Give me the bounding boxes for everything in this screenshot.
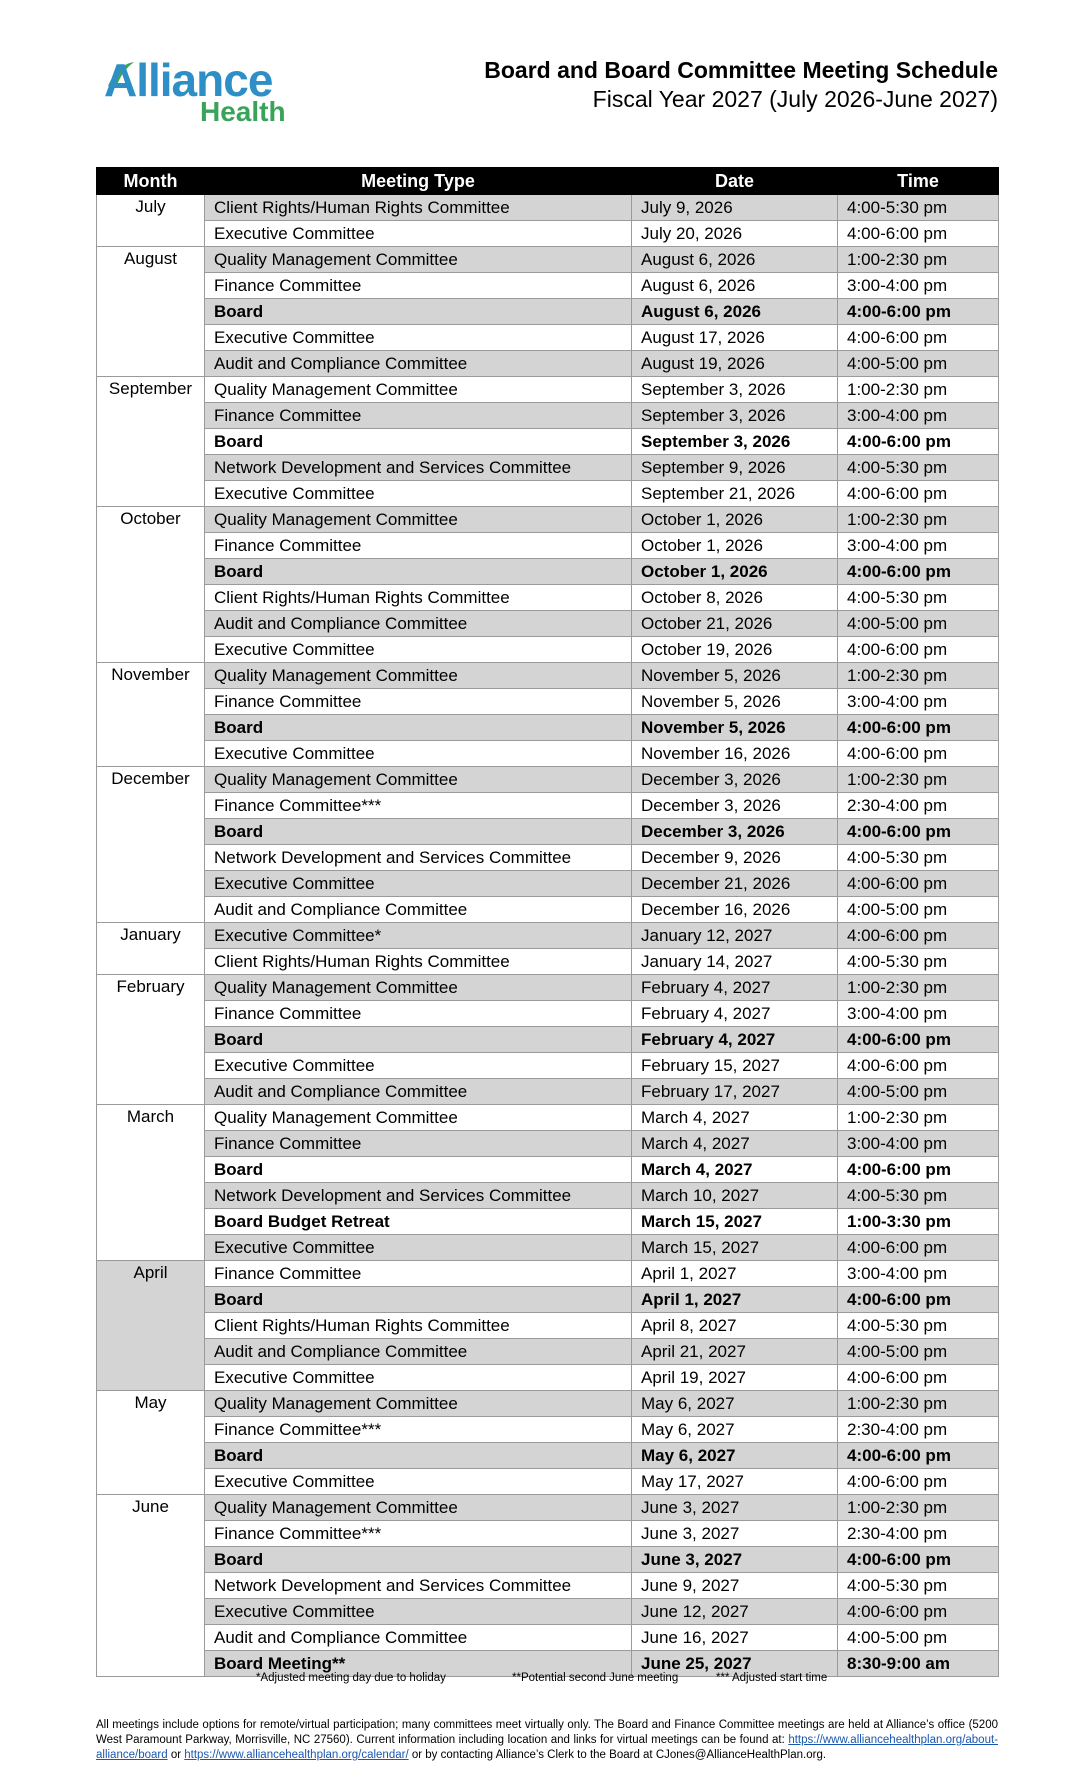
time-cell: 4:00-5:30 pm (838, 1573, 999, 1599)
time-cell: 1:00-2:30 pm (838, 767, 999, 793)
time-cell: 1:00-3:30 pm (838, 1209, 999, 1235)
date-cell: June 3, 2027 (632, 1547, 838, 1573)
meeting-type-cell: Audit and Compliance Committee (205, 1079, 632, 1105)
table-row (97, 923, 999, 949)
meeting-type-cell: Client Rights/Human Rights Committee (205, 585, 632, 611)
table-row (97, 1547, 999, 1573)
meeting-type-cell: Finance Committee (205, 1001, 632, 1027)
date-cell: February 4, 2027 (632, 1001, 838, 1027)
date-cell: April 19, 2027 (632, 1365, 838, 1391)
time-cell: 1:00-2:30 pm (838, 247, 999, 273)
footer-text-2: or by contacting Alliance’s Clerk to the Board at CJones@AllianceHealthPlan.org. (411, 1749, 827, 1761)
time-cell: 4:00-6:00 pm (838, 1287, 999, 1313)
meeting-type-cell: Executive Committee (205, 1469, 632, 1495)
date-cell: December 9, 2026 (632, 845, 838, 871)
date-cell: July 20, 2026 (632, 221, 838, 247)
table-row (97, 637, 999, 663)
meeting-type-cell: Board Meeting** (205, 1651, 632, 1677)
table-row (97, 949, 999, 975)
table-row (97, 845, 999, 871)
time-cell: 4:00-5:30 pm (838, 845, 999, 871)
meeting-type-cell: Client Rights/Human Rights Committee (205, 949, 632, 975)
time-cell: 4:00-6:00 pm (838, 1235, 999, 1261)
logo-main-text: Alliance (104, 54, 273, 106)
date-cell: August 19, 2026 (632, 351, 838, 377)
table-row (97, 611, 999, 637)
meeting-type-cell: Finance Committee (205, 1131, 632, 1157)
time-cell: 4:00-6:00 pm (838, 1469, 999, 1495)
date-cell: December 3, 2026 (632, 819, 838, 845)
time-cell: 4:00-5:30 pm (838, 1183, 999, 1209)
meeting-type-cell: Board (205, 819, 632, 845)
meeting-type-cell: Executive Committee (205, 871, 632, 897)
table-row (97, 299, 999, 325)
table-row (97, 1417, 999, 1443)
time-cell: 4:00-5:00 pm (838, 611, 999, 637)
date-cell: October 1, 2026 (632, 559, 838, 585)
date-cell: September 3, 2026 (632, 377, 838, 403)
date-cell: October 21, 2026 (632, 611, 838, 637)
meeting-type-cell: Audit and Compliance Committee (205, 897, 632, 923)
meeting-schedule-table (96, 167, 999, 1677)
table-row (97, 1443, 999, 1469)
logo-sub-text: Health (200, 96, 286, 127)
date-cell: January 14, 2027 (632, 949, 838, 975)
date-cell: May 6, 2027 (632, 1443, 838, 1469)
table-row (97, 247, 999, 273)
table-row (97, 1365, 999, 1391)
table-row (97, 1573, 999, 1599)
time-cell: 3:00-4:00 pm (838, 403, 999, 429)
meeting-type-cell: Audit and Compliance Committee (205, 1625, 632, 1651)
document-title: Board and Board Committee Meeting Schedule (484, 57, 998, 83)
time-cell: 4:00-6:00 pm (838, 637, 999, 663)
meeting-type-cell: Board (205, 429, 632, 455)
table-row (97, 481, 999, 507)
month-cell: June (97, 1495, 205, 1677)
meeting-type-cell: Board (205, 1027, 632, 1053)
date-cell: March 4, 2027 (632, 1131, 838, 1157)
meeting-type-cell: Network Development and Services Committee (205, 455, 632, 481)
date-cell: October 1, 2026 (632, 507, 838, 533)
time-cell: 4:00-6:00 pm (838, 1157, 999, 1183)
meeting-type-cell: Quality Management Committee (205, 247, 632, 273)
time-cell: 1:00-2:30 pm (838, 507, 999, 533)
time-cell: 4:00-6:00 pm (838, 481, 999, 507)
time-cell: 4:00-5:30 pm (838, 195, 999, 221)
table-row (97, 689, 999, 715)
meeting-type-cell: Finance Committee*** (205, 1417, 632, 1443)
time-cell: 3:00-4:00 pm (838, 1131, 999, 1157)
time-cell: 1:00-2:30 pm (838, 1495, 999, 1521)
table-row (97, 1105, 999, 1131)
time-cell: 4:00-5:30 pm (838, 585, 999, 611)
date-cell: May 17, 2027 (632, 1469, 838, 1495)
meeting-type-cell: Board (205, 715, 632, 741)
meeting-type-cell: Board (205, 559, 632, 585)
meeting-type-cell: Client Rights/Human Rights Committee (205, 195, 632, 221)
time-cell: 4:00-5:00 pm (838, 1079, 999, 1105)
table-row (97, 1261, 999, 1287)
alliance-health-logo (104, 54, 304, 134)
meeting-type-cell: Executive Committee (205, 1365, 632, 1391)
date-cell: April 21, 2027 (632, 1339, 838, 1365)
time-cell: 4:00-6:00 pm (838, 871, 999, 897)
footer-or: or (170, 1749, 182, 1761)
meeting-type-cell: Finance Committee (205, 273, 632, 299)
column-header-meeting-type: Meeting Type (205, 168, 632, 195)
table-row (97, 1027, 999, 1053)
footer-note (96, 1718, 998, 1763)
table-row (97, 975, 999, 1001)
time-cell: 4:00-5:00 pm (838, 897, 999, 923)
date-cell: May 6, 2027 (632, 1417, 838, 1443)
calendar-link[interactable]: https://www.alliancehealthplan.org/calendar/ (184, 1749, 409, 1761)
time-cell: 4:00-5:00 pm (838, 1339, 999, 1365)
date-cell: September 21, 2026 (632, 481, 838, 507)
time-cell: 4:00-6:00 pm (838, 559, 999, 585)
table-row (97, 1131, 999, 1157)
meeting-type-cell: Executive Committee (205, 637, 632, 663)
meeting-type-cell: Finance Committee (205, 533, 632, 559)
time-cell: 2:30-4:00 pm (838, 1417, 999, 1443)
date-cell: August 6, 2026 (632, 247, 838, 273)
document-subtitle: Fiscal Year 2027 (July 2026-June 2027) (592, 86, 998, 112)
date-cell: June 3, 2027 (632, 1521, 838, 1547)
date-cell: August 6, 2026 (632, 273, 838, 299)
meeting-type-cell: Finance Committee (205, 1261, 632, 1287)
meeting-type-cell: Quality Management Committee (205, 1105, 632, 1131)
table-row (97, 1183, 999, 1209)
time-cell: 1:00-2:30 pm (838, 975, 999, 1001)
table-row (97, 533, 999, 559)
date-cell: January 12, 2027 (632, 923, 838, 949)
meeting-type-cell: Finance Committee (205, 403, 632, 429)
date-cell: December 3, 2026 (632, 793, 838, 819)
date-cell: December 3, 2026 (632, 767, 838, 793)
meeting-type-cell: Audit and Compliance Committee (205, 351, 632, 377)
table-row (97, 715, 999, 741)
meeting-type-cell: Board (205, 299, 632, 325)
meeting-type-cell: Finance Committee*** (205, 793, 632, 819)
date-cell: September 3, 2026 (632, 403, 838, 429)
date-cell: April 1, 2027 (632, 1287, 838, 1313)
date-cell: November 5, 2026 (632, 689, 838, 715)
column-header-month: Month (97, 168, 205, 195)
meeting-type-cell: Board Budget Retreat (205, 1209, 632, 1235)
date-cell: November 16, 2026 (632, 741, 838, 767)
time-cell: 4:00-5:30 pm (838, 949, 999, 975)
date-cell: July 9, 2026 (632, 195, 838, 221)
table-row (97, 1391, 999, 1417)
footnote-adjusted-time: *** Adjusted start time (716, 1672, 828, 1684)
time-cell: 3:00-4:00 pm (838, 1261, 999, 1287)
date-cell: June 12, 2027 (632, 1599, 838, 1625)
meeting-type-cell: Finance Committee*** (205, 1521, 632, 1547)
meeting-type-cell: Executive Committee (205, 741, 632, 767)
footer-text-1: All meetings include options for remote/virtual participation; many committees meet virtually only. The Board and Finance Committee meetings are held at Alliance’s office (5200 West Paramount Parkway, Morrisville, NC 27560). Current information including location and links for virtual meetings can be found at: (96, 1719, 998, 1746)
meeting-type-cell: Executive Committee* (205, 923, 632, 949)
month-cell: August (97, 247, 205, 377)
time-cell: 4:00-5:00 pm (838, 351, 999, 377)
time-cell: 4:00-6:00 pm (838, 1365, 999, 1391)
meeting-type-cell: Network Development and Services Committee (205, 845, 632, 871)
time-cell: 1:00-2:30 pm (838, 663, 999, 689)
column-header-time: Time (838, 168, 999, 195)
date-cell: December 21, 2026 (632, 871, 838, 897)
meeting-type-cell: Quality Management Committee (205, 975, 632, 1001)
meeting-type-cell: Quality Management Committee (205, 767, 632, 793)
date-cell: March 15, 2027 (632, 1209, 838, 1235)
meeting-type-cell: Board (205, 1157, 632, 1183)
time-cell: 4:00-6:00 pm (838, 741, 999, 767)
meeting-type-cell: Quality Management Committee (205, 1391, 632, 1417)
document-header (484, 56, 998, 114)
time-cell: 1:00-2:30 pm (838, 1105, 999, 1131)
date-cell: February 15, 2027 (632, 1053, 838, 1079)
table-row (97, 793, 999, 819)
date-cell: February 17, 2027 (632, 1079, 838, 1105)
date-cell: March 4, 2027 (632, 1157, 838, 1183)
table-row (97, 273, 999, 299)
table-row (97, 1079, 999, 1105)
date-cell: April 8, 2027 (632, 1313, 838, 1339)
table-header-row (97, 168, 999, 195)
table-row (97, 1625, 999, 1651)
column-header-date: Date (632, 168, 838, 195)
table-row (97, 1053, 999, 1079)
table-row (97, 1495, 999, 1521)
meeting-type-cell: Finance Committee (205, 689, 632, 715)
table-row (97, 1287, 999, 1313)
table-row (97, 871, 999, 897)
date-cell: December 16, 2026 (632, 897, 838, 923)
date-cell: March 10, 2027 (632, 1183, 838, 1209)
table-row (97, 1001, 999, 1027)
meeting-type-cell: Executive Committee (205, 221, 632, 247)
table-row (97, 663, 999, 689)
month-cell: May (97, 1391, 205, 1495)
time-cell: 2:30-4:00 pm (838, 793, 999, 819)
month-cell: July (97, 195, 205, 247)
footnote-holiday: *Adjusted meeting day due to holiday (256, 1672, 446, 1684)
date-cell: September 9, 2026 (632, 455, 838, 481)
meeting-type-cell: Executive Committee (205, 1599, 632, 1625)
time-cell: 4:00-6:00 pm (838, 1053, 999, 1079)
month-cell: April (97, 1261, 205, 1391)
meeting-type-cell: Quality Management Committee (205, 377, 632, 403)
meeting-type-cell: Network Development and Services Committee (205, 1183, 632, 1209)
table-row (97, 429, 999, 455)
time-cell: 3:00-4:00 pm (838, 1001, 999, 1027)
time-cell: 4:00-6:00 pm (838, 715, 999, 741)
date-cell: June 25, 2027 (632, 1651, 838, 1677)
month-cell: December (97, 767, 205, 923)
table-row (97, 1521, 999, 1547)
time-cell: 4:00-5:00 pm (838, 1625, 999, 1651)
table-row (97, 507, 999, 533)
time-cell: 4:00-6:00 pm (838, 1547, 999, 1573)
time-cell: 4:00-5:30 pm (838, 1313, 999, 1339)
table-row (97, 559, 999, 585)
meeting-type-cell: Quality Management Committee (205, 507, 632, 533)
time-cell: 3:00-4:00 pm (838, 533, 999, 559)
table-row (97, 325, 999, 351)
table-row (97, 1157, 999, 1183)
time-cell: 1:00-2:30 pm (838, 377, 999, 403)
time-cell: 2:30-4:00 pm (838, 1521, 999, 1547)
meeting-type-cell: Quality Management Committee (205, 663, 632, 689)
time-cell: 4:00-5:30 pm (838, 455, 999, 481)
table-row (97, 455, 999, 481)
month-cell: November (97, 663, 205, 767)
meeting-type-cell: Executive Committee (205, 325, 632, 351)
time-cell: 4:00-6:00 pm (838, 923, 999, 949)
meeting-type-cell: Board (205, 1443, 632, 1469)
date-cell: March 4, 2027 (632, 1105, 838, 1131)
table-row (97, 377, 999, 403)
date-cell: October 1, 2026 (632, 533, 838, 559)
meeting-type-cell: Board (205, 1287, 632, 1313)
date-cell: September 3, 2026 (632, 429, 838, 455)
meeting-type-cell: Quality Management Committee (205, 1495, 632, 1521)
date-cell: November 5, 2026 (632, 663, 838, 689)
table-row (97, 221, 999, 247)
date-cell: October 8, 2026 (632, 585, 838, 611)
table-row (97, 897, 999, 923)
time-cell: 4:00-6:00 pm (838, 325, 999, 351)
time-cell: 4:00-6:00 pm (838, 1599, 999, 1625)
table-row (97, 1235, 999, 1261)
table-row (97, 741, 999, 767)
date-cell: May 6, 2027 (632, 1391, 838, 1417)
table-row (97, 1599, 999, 1625)
date-cell: February 4, 2027 (632, 1027, 838, 1053)
footnote-second-june: **Potential second June meeting (512, 1672, 679, 1684)
month-cell: October (97, 507, 205, 663)
month-cell: September (97, 377, 205, 507)
date-cell: March 15, 2027 (632, 1235, 838, 1261)
date-cell: November 5, 2026 (632, 715, 838, 741)
table-row (97, 351, 999, 377)
table-row (97, 1313, 999, 1339)
month-cell: February (97, 975, 205, 1105)
meeting-type-cell: Executive Committee (205, 1053, 632, 1079)
date-cell: October 19, 2026 (632, 637, 838, 663)
date-cell: August 6, 2026 (632, 299, 838, 325)
time-cell: 4:00-6:00 pm (838, 299, 999, 325)
time-cell: 4:00-6:00 pm (838, 1443, 999, 1469)
meeting-type-cell: Network Development and Services Committee (205, 1573, 632, 1599)
month-cell: January (97, 923, 205, 975)
meeting-type-cell: Audit and Compliance Committee (205, 611, 632, 637)
table-row (97, 195, 999, 221)
table-row (97, 1209, 999, 1235)
table-row (97, 1339, 999, 1365)
month-cell: March (97, 1105, 205, 1261)
table-body (97, 195, 999, 1677)
time-cell: 4:00-6:00 pm (838, 1027, 999, 1053)
date-cell: June 16, 2027 (632, 1625, 838, 1651)
table-row (97, 819, 999, 845)
table-row (97, 1469, 999, 1495)
time-cell: 4:00-6:00 pm (838, 221, 999, 247)
time-cell: 4:00-6:00 pm (838, 429, 999, 455)
meeting-type-cell: Executive Committee (205, 1235, 632, 1261)
date-cell: April 1, 2027 (632, 1261, 838, 1287)
date-cell: June 9, 2027 (632, 1573, 838, 1599)
meeting-type-cell: Client Rights/Human Rights Committee (205, 1313, 632, 1339)
time-cell: 1:00-2:30 pm (838, 1391, 999, 1417)
date-cell: June 3, 2027 (632, 1495, 838, 1521)
meeting-type-cell: Executive Committee (205, 481, 632, 507)
time-cell: 3:00-4:00 pm (838, 689, 999, 715)
time-cell: 4:00-6:00 pm (838, 819, 999, 845)
meeting-type-cell: Audit and Compliance Committee (205, 1339, 632, 1365)
date-cell: February 4, 2027 (632, 975, 838, 1001)
table-row (97, 585, 999, 611)
table-row (97, 403, 999, 429)
meeting-type-cell: Board (205, 1547, 632, 1573)
time-cell: 8:30-9:00 am (838, 1651, 999, 1677)
date-cell: August 17, 2026 (632, 325, 838, 351)
table-row (97, 767, 999, 793)
board-page-link[interactable]: https://www.alliancehealthplan.org/about-alliance/board (96, 1734, 998, 1761)
time-cell: 3:00-4:00 pm (838, 273, 999, 299)
